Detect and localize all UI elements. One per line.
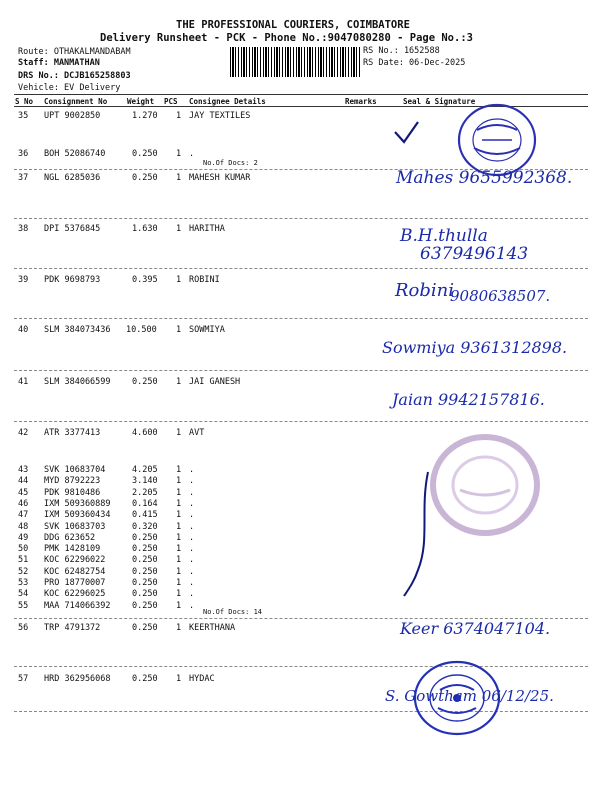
row-pcs: 1 [176,325,182,335]
row-consignee: . [189,510,195,521]
row-sno: 48 [18,521,29,532]
row-sno: 37 [18,173,29,183]
row-consignment: MAA 714066392 [44,600,111,611]
row-pcs: 1 [176,674,182,684]
row-consignee: HYDAC [189,674,215,684]
row-consignment: SLM 384066599 [44,377,111,387]
row-consignee: . [189,476,195,487]
row-pcs: 1 [176,173,182,183]
row-pcs: 1 [176,476,182,487]
row-pcs: 1 [176,465,182,475]
row-weight: 4.205 [132,465,158,475]
row-weight: 0.250 [132,674,158,684]
row-pcs: 1 [176,600,182,611]
row-pcs: 1 [176,498,182,509]
row-weight: 0.250 [132,173,158,183]
row-consignee: JAI GANESH [189,377,241,387]
signature-keerthana: Keer 6374047104. [400,619,551,638]
route-label: Route: OTHAKALMANDABAM [18,47,131,57]
row-consignment: KOC 62482754 [44,566,106,577]
row-pcs: 1 [176,111,182,121]
row-sno: 54 [18,589,29,600]
row-weight: 1.630 [132,224,158,234]
row-consignee: HARITHA [189,224,225,234]
row-consignment: HRD 362956068 [44,674,111,684]
row-sno: 42 [18,428,29,438]
row-consignment: NGL 6285036 [44,173,101,183]
row-sno: 36 [18,149,29,159]
row-consignment: PDK 9698793 [44,275,101,285]
row-consignment: PRO 18770007 [44,578,106,588]
row-weight: 0.250 [132,623,158,633]
row-consignment: PMK 1428109 [44,544,101,555]
runsheet-subtitle: Delivery Runsheet - PCK - Phone No.:9047080280 - Page No.:3 [100,32,473,44]
row-pcs: 1 [176,555,182,566]
row-consignment: DPI 5376845 [44,224,101,234]
row-consignee: . [189,544,195,555]
row-consignment: ATR 3377413 [44,428,101,438]
signature-jai-ganesh: Jaian 9942157816. [392,390,545,409]
row-sno: 40 [18,325,29,335]
row-divider [14,268,588,269]
row-divider [14,318,588,319]
row-consignment: MYD 8792223 [44,476,101,487]
row-consignment: KOC 62296025 [44,589,106,600]
row-weight: 2.205 [132,487,158,498]
row-weight: 0.320 [132,521,158,532]
row-consignment: IXM 509360434 [44,510,111,521]
company-title: THE PROFESSIONAL COURIERS, COIMBATORE [176,19,410,31]
long-stroke-signature [400,470,440,600]
row-consignee: MAHESH KUMAR [189,173,251,183]
row-sno: 49 [18,532,29,543]
row-pcs: 1 [176,377,182,387]
row-consignment: DDG 623652 [44,532,96,543]
col-weight: Weight [127,97,155,106]
row-pcs: 1 [176,544,182,555]
staff-label: Staff: MANMATHAN [18,58,100,68]
row-sno: 56 [18,623,29,633]
row-weight: 0.250 [132,544,158,555]
row-sno: 39 [18,275,29,285]
barcode-image [230,47,360,77]
row-weight: 3.140 [132,476,158,487]
tick-signature [392,118,422,148]
row-sno: 52 [18,566,29,577]
row-consignment: SVK 10683703 [44,521,106,532]
row-sno: 46 [18,498,29,509]
row-weight: 10.500 [126,325,157,335]
signature-haritha-name: B.H.thulla [400,226,488,246]
header-rule-top [14,94,588,95]
row-consignee: . [189,149,195,159]
row-consignee: . [189,498,195,509]
rs-number: RS No.: 1652588 [363,46,440,56]
row-consignee: . [189,521,195,532]
row-weight: 0.250 [132,532,158,543]
row-consignee: KEERTHANA [189,623,236,633]
row-pcs: 1 [176,487,182,498]
col-remarks: Remarks [345,97,377,106]
row-pcs: 1 [176,566,182,577]
row-docs-count: No.Of Docs: 2 [203,159,258,167]
row-consignee: . [189,555,195,566]
row-consignment: KOC 62296022 [44,555,106,566]
drs-label: DRS No.: DCJB165258803 [18,71,131,81]
row-weight: 0.250 [132,377,158,387]
row-sno: 57 [18,674,29,684]
row-weight: 0.250 [132,149,158,159]
col-sno: S No [15,97,34,106]
row-sno: 51 [18,555,29,566]
row-sno: 41 [18,377,29,387]
row-consignee: ROBINI [189,275,220,285]
row-divider [14,218,588,219]
rs-date: RS Date: 06-Dec-2025 [363,58,466,68]
row-sno: 53 [18,578,29,588]
row-consignee: . [189,487,195,498]
vehicle-label: Vehicle: EV Delivery [18,83,121,93]
row-weight: 0.164 [132,498,158,509]
row-consignment: SLM 384073436 [44,325,111,335]
row-consignee: . [189,465,195,475]
row-sno: 35 [18,111,29,121]
row-divider [14,421,588,422]
row-sno: 45 [18,487,29,498]
row-weight: 0.250 [132,566,158,577]
col-consignment: Consignment No [44,97,108,106]
row-consignment: SVK 10683704 [44,465,106,475]
row-weight: 0.250 [132,578,158,588]
row-weight: 0.415 [132,510,158,521]
row-pcs: 1 [176,521,182,532]
row-pcs: 1 [176,623,182,633]
row-sno: 38 [18,224,29,234]
row-weight: 4.600 [132,428,158,438]
row-pcs: 1 [176,149,182,159]
row-consignee: . [189,600,195,611]
group-docs-count: No.Of Docs: 14 [203,608,263,616]
col-consignee: Consignee Details [189,97,266,106]
signature-haritha-phone: 6379496143 [420,244,529,264]
row-sno: 47 [18,510,29,521]
row-divider [14,370,588,371]
row-weight: 0.395 [132,275,158,285]
row-weight: 1.270 [132,111,158,121]
signature-sowmiya: Sowmiya 9361312898. [382,338,568,357]
row-pcs: 1 [176,532,182,543]
row-consignment: BOH 52086740 [44,149,106,159]
row-consignment: IXM 509360889 [44,498,111,509]
row-consignee: . [189,566,195,577]
signature-robini-name: Robini [395,280,455,301]
row-consignment: UPT 9002850 [44,111,101,121]
col-pcs: PCS [164,97,178,106]
row-consignee: SOWMIYA [189,325,225,335]
col-seal-signature: Seal & Signature [403,97,476,106]
row-consignment: PDK 9810486 [44,487,101,498]
row-consignment: TRP 4791372 [44,623,101,633]
row-sno: 44 [18,476,29,487]
faded-seal-stamp [425,430,545,540]
signature-mahesh: Mahes 9655992368. [396,168,573,188]
row-pcs: 1 [176,510,182,521]
row-consignee: . [189,578,195,588]
signature-robini-phone: 9080638507. [450,287,551,305]
row-consignee: JAY TEXTILES [189,111,251,121]
row-weight: 0.250 [132,600,158,611]
row-pcs: 1 [176,224,182,234]
row-pcs: 1 [176,578,182,588]
row-weight: 0.250 [132,555,158,566]
row-consignee: . [189,532,195,543]
row-pcs: 1 [176,589,182,600]
row-pcs: 1 [176,428,182,438]
row-consignee: AVT [189,428,205,438]
signature-hydac: S. Gowtham 06/12/25. [385,687,554,705]
row-weight: 0.250 [132,589,158,600]
row-sno: 43 [18,465,29,475]
row-sno: 50 [18,544,29,555]
row-pcs: 1 [176,275,182,285]
row-consignee: . [189,589,195,600]
row-sno: 55 [18,600,29,611]
